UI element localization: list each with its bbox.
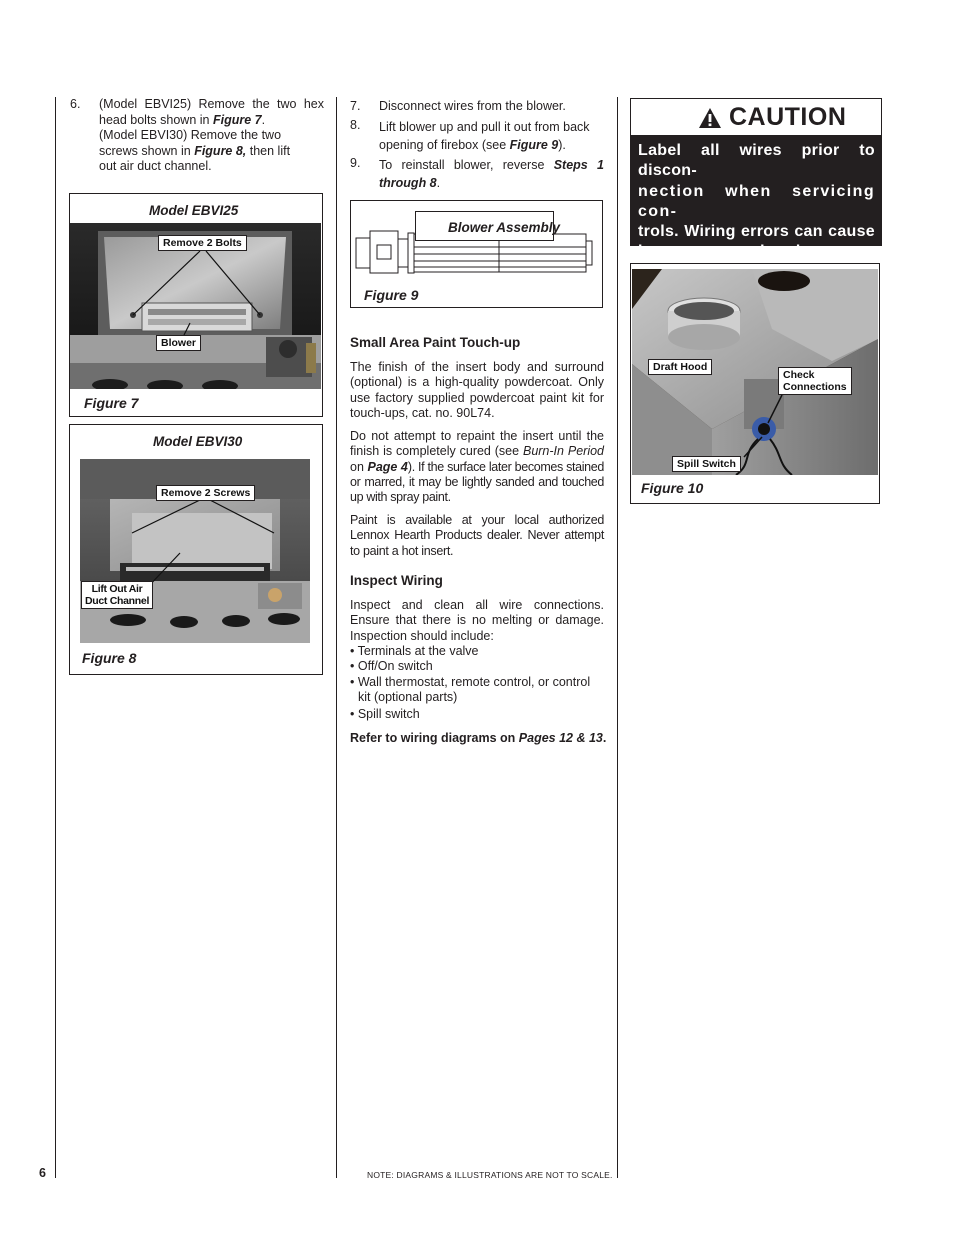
- figure-8-caption: Figure 8: [82, 650, 137, 666]
- step-number: 9.: [350, 156, 361, 170]
- figure-7-ref[interactable]: Figure 7: [212, 112, 262, 127]
- figure-8-title: Model EBVI30: [153, 434, 243, 449]
- step-6: 6. (Model EBVI25) Remove the two hex head bolts shown in Figure 7. (Model EBVI30) Remove the two screws shown in Figure 8, then lift out air duct channel.: [70, 97, 324, 173]
- scale-note: NOTE: DIAGRAMS & ILLUSTRATIONS ARE NOT TO SCALE.: [367, 1170, 613, 1180]
- column-rule-middle: [336, 97, 337, 1178]
- step-6-line-5: out air duct channel.: [99, 159, 212, 173]
- step-6-line-3: (Model EBVI30) Remove the two: [99, 128, 282, 142]
- figure-7-caption: Figure 7: [84, 395, 139, 411]
- figure-10-box: [630, 263, 880, 504]
- steps-ref[interactable]: Steps 1: [553, 158, 604, 172]
- list-item: • Spill switch: [350, 706, 420, 721]
- remove-2-bolts-label: Remove 2 Bolts: [158, 235, 247, 251]
- caution-box: [630, 98, 882, 261]
- wiring-checklist: [350, 644, 604, 722]
- figure-10-caption: Figure 10: [641, 480, 704, 496]
- wiring-refer: Refer to wiring diagrams on Pages 12 & 13.: [350, 731, 607, 745]
- page-4-ref[interactable]: Page 4: [367, 459, 408, 474]
- paint-paragraph-1: The finish of the insert body and surround (optional) is a high-quality powdercoat. Only use factory supplied powdercoat paint kit for touch-ups, cat. no. 90L74.: [350, 360, 604, 420]
- step-8-line-1: Lift blower up and pull it out from back: [379, 120, 590, 134]
- burn-in-period-ref[interactable]: Burn-In Period: [522, 444, 604, 459]
- paint-paragraph-2: Do not attempt to repaint the insert until the finish is completely cured (see Burn-In Period on Page 4). If the surface later becomes stained or marred, it may be lightly sanded and touched up with spray paint.: [350, 429, 604, 505]
- figure-8-box: [69, 424, 323, 675]
- caution-title: CAUTION: [729, 103, 847, 131]
- spill-switch-label: Spill Switch: [672, 456, 741, 472]
- caution-message: Label all wires prior to discon- nection when servicing con- trols. Wiring errors can cause improper and dangerous: [638, 142, 875, 261]
- list-item: • Off/On switch: [350, 659, 433, 674]
- step-8: 8. Lift blower up and pull it out from back opening of firebox (see Figure 9).: [350, 118, 604, 152]
- page-number: 6: [39, 1166, 46, 1180]
- check-connections-label: Check Connections: [778, 367, 852, 395]
- figure-7-title: Model EBVI25: [149, 203, 239, 218]
- figure-9-ref[interactable]: Figure 9: [509, 138, 559, 152]
- step-6-line-1: (Model EBVI25) Remove the two hex: [99, 97, 324, 111]
- wiring-paragraph-1: Inspect and clean all wire connections. Ensure that there is no melting or damage. Inspection should include:: [350, 598, 604, 643]
- list-item: • Wall thermostat, remote control, or control: [350, 674, 591, 689]
- step-number: 7.: [350, 99, 361, 113]
- figure-7-box: [69, 193, 323, 417]
- list-item: kit (optional parts): [358, 690, 458, 705]
- step-number: 8.: [350, 118, 361, 132]
- step-6-line-2: head bolts shown in: [99, 112, 213, 127]
- pages-12-13-ref[interactable]: Pages 12 & 13: [518, 731, 603, 745]
- column-rule-left: [55, 97, 56, 1178]
- figure-9-caption: Figure 9: [364, 287, 419, 303]
- steps-ref-cont[interactable]: through 8: [379, 176, 437, 190]
- draft-hood-label: Draft Hood: [648, 359, 712, 375]
- blower-label: Blower: [156, 335, 201, 351]
- lift-out-air-duct-channel-label: Lift Out Air Duct Channel: [81, 581, 153, 609]
- step-7-text: Disconnect wires from the blower.: [379, 99, 566, 113]
- blower-assembly-label: Blower Assembly: [448, 220, 561, 235]
- step-6-line-4: screws shown in: [99, 143, 195, 158]
- list-item: • Terminals at the valve: [350, 644, 479, 658]
- warning-triangle-icon: [698, 107, 722, 129]
- paint-paragraph-3: Paint is available at your local authorized Lennox Hearth Products dealer. Never attempt to paint a hot insert.: [350, 513, 604, 558]
- paint-heading: Small Area Paint Touch-up: [350, 335, 521, 350]
- remove-2-screws-label: Remove 2 Screws: [156, 485, 255, 501]
- column-rule-right: [617, 97, 618, 1178]
- step-7: [350, 99, 604, 115]
- figure-9-box: [350, 200, 603, 308]
- step-number: 6.: [70, 97, 81, 111]
- step-9: 9. To reinstall blower, reverse Steps 1 through 8.: [350, 156, 604, 190]
- figure-8-ref[interactable]: Figure 8,: [194, 143, 247, 158]
- wiring-heading: Inspect Wiring: [350, 573, 443, 588]
